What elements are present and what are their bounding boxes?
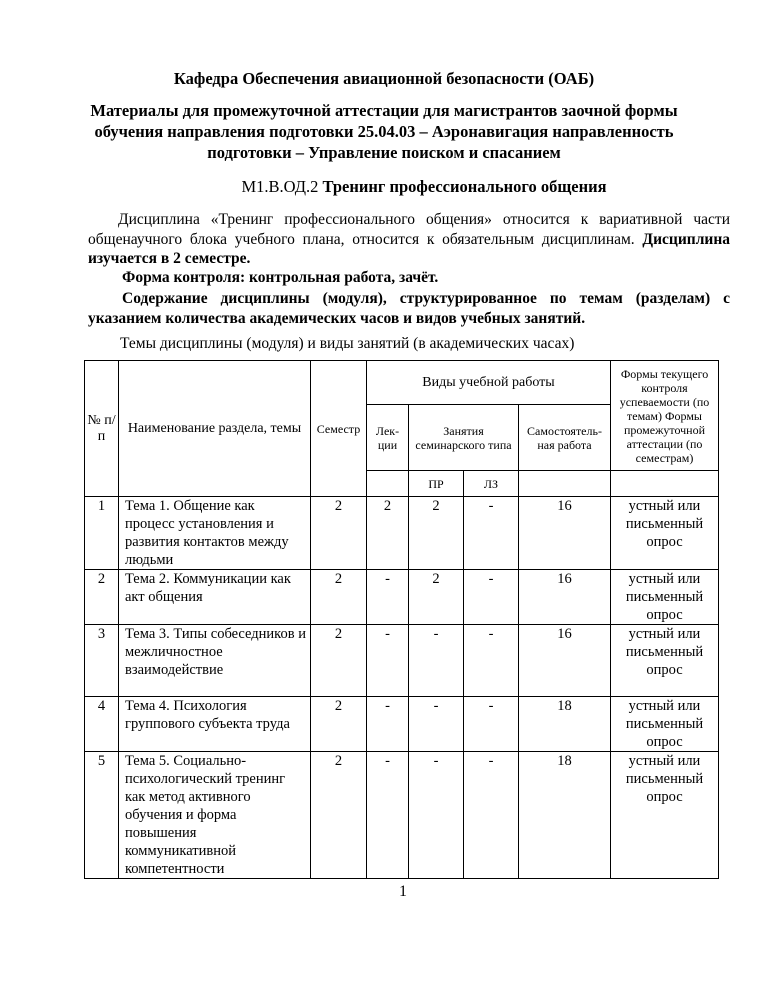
- header-control-forms: Формы текущего контроля успеваемости (по темам) Формы промежуточной аттестации (по семестрам): [611, 361, 719, 471]
- row-pr: 2: [409, 497, 464, 570]
- header-topic-name: Наименование раздела, темы: [119, 361, 311, 497]
- row-topic: Тема 5. Социально-психологический тренинг как метод активного обучения и форма повышения коммуникативной компетентности: [119, 752, 311, 879]
- header-empty-cell: [611, 471, 719, 497]
- row-lz: -: [464, 497, 519, 570]
- row-control: устный или письменный опрос: [611, 570, 719, 625]
- row-topic: Тема 1. Общение как процесс установления и развития контактов между людьми: [119, 497, 311, 570]
- row-control: устный или письменный опрос: [611, 625, 719, 697]
- header-lz: ЛЗ: [464, 471, 519, 497]
- header-semester: Семестр: [311, 361, 367, 497]
- header-self-study: Самостоятель-ная работа: [519, 405, 611, 471]
- row-pr: -: [409, 697, 464, 752]
- row-lectures: 2: [367, 497, 409, 570]
- row-lz: -: [464, 752, 519, 879]
- row-pr: -: [409, 752, 464, 879]
- row-topic: Тема 2. Коммуникации как акт общения: [119, 570, 311, 625]
- intro-semester-text: Дисциплина изучается в 2 семестре.: [88, 230, 730, 267]
- row-num: 1: [85, 497, 119, 570]
- page-number: 1: [399, 883, 407, 900]
- table-row: [85, 697, 719, 752]
- row-num: 3: [85, 625, 119, 697]
- discipline-name: Тренинг профессионального общения: [322, 177, 607, 196]
- header-pr: ПР: [409, 471, 464, 497]
- row-lz: -: [464, 570, 519, 625]
- discipline-title: [0, 177, 768, 197]
- row-pr: 2: [409, 570, 464, 625]
- row-semester: 2: [311, 497, 367, 570]
- row-topic: Тема 4. Психология группового субъекта труда: [119, 697, 311, 752]
- row-self-study: 18: [519, 697, 611, 752]
- row-lectures: -: [367, 752, 409, 879]
- row-self-study: 16: [519, 570, 611, 625]
- row-control: устный или письменный опрос: [611, 697, 719, 752]
- row-self-study: 18: [519, 752, 611, 879]
- header-empty-cell: [367, 471, 409, 497]
- row-self-study: 16: [519, 497, 611, 570]
- control-form-text: Форма контроля: контрольная работа, зачёт.: [122, 269, 439, 286]
- row-lz: -: [464, 625, 519, 697]
- table-row: [85, 625, 719, 697]
- intro-paragraph: [88, 210, 730, 269]
- document-heading: Материалы для промежуточной аттестации для магистрантов заочной формы обучения направления подготовки 25.04.03 – Аэронавигация направленность подготовки – Управление поиском и спасанием: [90, 101, 678, 162]
- row-lectures: -: [367, 570, 409, 625]
- discipline-code: М1.В.ОД.2: [241, 177, 319, 196]
- row-lz: -: [464, 697, 519, 752]
- row-semester: 2: [311, 625, 367, 697]
- row-self-study: 16: [519, 625, 611, 697]
- row-control: устный или письменный опрос: [611, 497, 719, 570]
- row-lectures: -: [367, 625, 409, 697]
- row-num: 4: [85, 697, 119, 752]
- row-lectures: -: [367, 697, 409, 752]
- row-pr: -: [409, 625, 464, 697]
- header-num: № п/п: [85, 361, 119, 497]
- header-lectures: Лек-ции: [367, 405, 409, 471]
- topics-table: [84, 360, 719, 879]
- row-semester: 2: [311, 697, 367, 752]
- content-heading: Содержание дисциплины (модуля), структурированное по темам (разделам) с указанием количества академических часов и видов учебных занятий.: [88, 290, 730, 327]
- intro-text: Дисциплина «Тренинг профессионального общения» относится к вариативной части общенаучного блока учебного плана, относится к обязательным дисциплинам.: [88, 211, 730, 248]
- department-title: Кафедра Обеспечения авиационной безопасности (ОАБ): [173, 69, 595, 88]
- row-num: 2: [85, 570, 119, 625]
- table-row: [85, 752, 719, 879]
- table-row: [85, 497, 719, 570]
- header-empty-cell: [519, 471, 611, 497]
- row-topic: Тема 3. Типы собеседников и межличностное взаимодействие: [119, 625, 311, 697]
- header-work-types: Виды учебной работы: [367, 361, 611, 405]
- header-seminar: Занятия семинарского типа: [409, 405, 519, 471]
- row-control: устный или письменный опрос: [611, 752, 719, 879]
- row-semester: 2: [311, 752, 367, 879]
- table-caption: Темы дисциплины (модуля) и виды занятий (в академических часах): [120, 335, 575, 352]
- row-semester: 2: [311, 570, 367, 625]
- row-num: 5: [85, 752, 119, 879]
- table-row: [85, 570, 719, 625]
